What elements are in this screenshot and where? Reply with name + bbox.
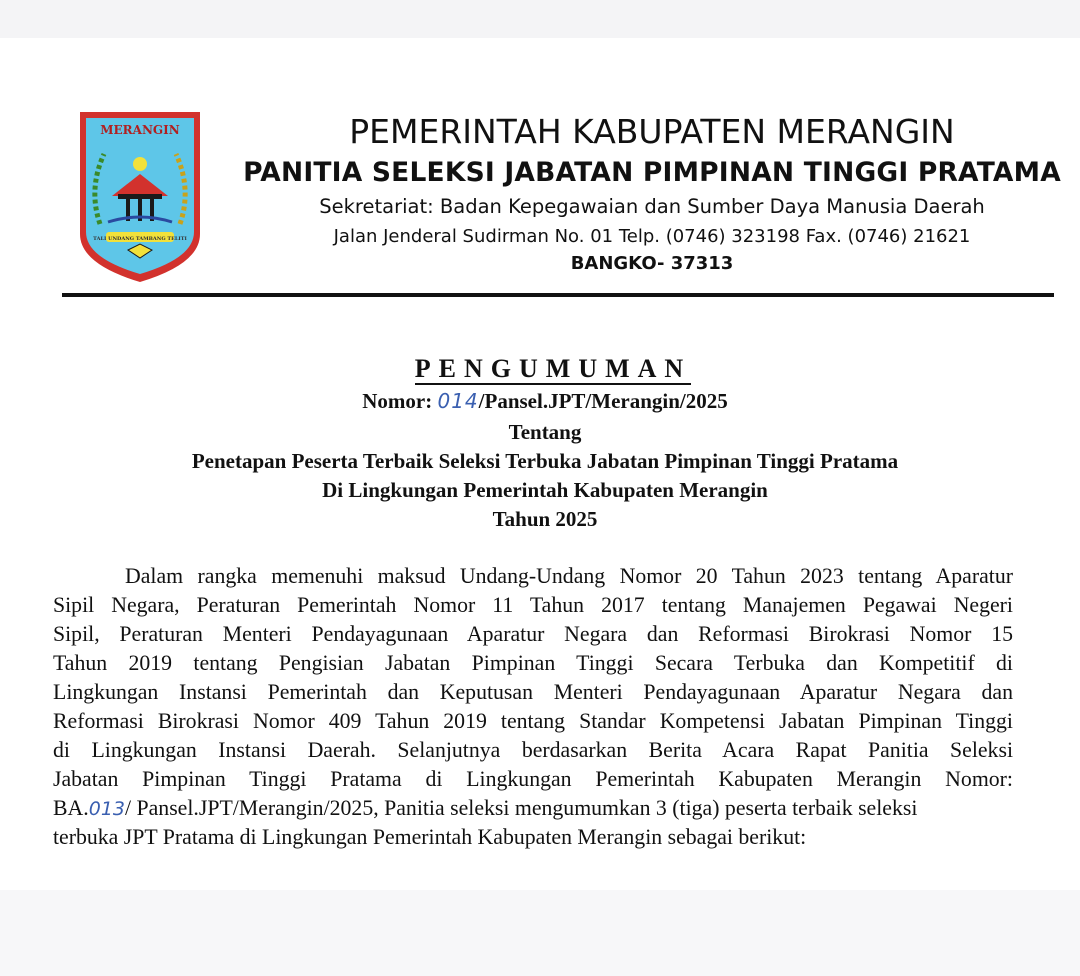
- announcement-title-text: PENGUMUMAN: [414, 354, 692, 383]
- announcement-subject-line-2: Di Lingkungan Pemerintah Kabupaten Merangin: [322, 478, 768, 502]
- body-line: Lingkungan Instansi Pemerintah dan Keputusan Menteri Pendayagunaan Aparatur Negara dan: [53, 680, 1013, 704]
- letterhead-divider: [62, 293, 1054, 297]
- announcement-tentang: Tentang: [508, 420, 582, 444]
- announcement-subject-line-3: Tahun 2025: [492, 507, 598, 531]
- ba-handwritten-number: 013: [88, 798, 125, 820]
- merangin-logo: [70, 104, 210, 284]
- announcement-number: [60, 389, 1030, 414]
- number-suffix: /Pansel.JPT/Merangin/2025: [478, 389, 728, 413]
- letterhead-panel: PANITIA SELEKSI JABATAN PIMPINAN TINGGI PRATAMA: [243, 157, 1061, 188]
- announcement-subject-line-1: Penetapan Peserta Terbaik Seleksi Terbuka Jabatan Pimpinan Tinggi Pratama: [191, 449, 899, 473]
- body-line: Reformasi Birokrasi Nomor 409 Tahun 2019 tentang Standar Kompetensi Jabatan Pimpinan Tinggi: [53, 709, 1013, 733]
- body-line: Sipil Negara, Peraturan Pemerintah Nomor 11 Tahun 2017 tentang Manajemen Pegawai Negeri: [53, 593, 1013, 617]
- ba-rest: / Pansel.JPT/Merangin/2025, Panitia seleksi mengumumkan 3 (tiga) peserta terbaik seleksi: [125, 796, 918, 820]
- body-line: di Lingkungan Instansi Daerah. Selanjutnya berdasarkan Berita Acara Rapat Panitia Seleksi: [53, 738, 1013, 762]
- logo-name: MERANGIN: [100, 123, 180, 137]
- body-line: Sipil, Peraturan Menteri Pendayagunaan Aparatur Negara dan Reformasi Birokrasi Nomor 15: [53, 622, 1013, 646]
- letterhead-city: BANGKO- 37313: [570, 253, 734, 274]
- letterhead-secretariat: Sekretariat: Badan Kepegawaian dan Sumber Daya Manusia Daerah: [319, 195, 985, 218]
- body-line-ba: [53, 794, 1013, 822]
- body-line-last: terbuka JPT Pratama di Lingkungan Pemerintah Kabupaten Merangin sebagai berikut:: [53, 825, 807, 849]
- bottom-bar: [0, 890, 1080, 976]
- body-line: Dalam rangka memenuhi maksud Undang-Undang Nomor 20 Tahun 2023 tentang Aparatur: [125, 564, 1013, 588]
- logo-motto: TALI UNDANG TAMBANG TELITI: [93, 236, 187, 242]
- top-bar: [0, 0, 1080, 38]
- number-handwritten: 014: [437, 389, 479, 413]
- announcement-title: [60, 354, 1038, 384]
- letterhead-government: PEMERINTAH KABUPATEN MERANGIN: [349, 112, 955, 151]
- number-prefix: Nomor:: [362, 389, 438, 413]
- ba-prefix: BA.: [53, 796, 89, 820]
- letterhead-address: Jalan Jenderal Sudirman No. 01 Telp. (0746) 323198 Fax. (0746) 21621: [333, 226, 971, 247]
- body-line: Tahun 2019 tentang Pengisian Jabatan Pimpinan Tinggi Secara Terbuka dan Kompetitif di: [53, 651, 1013, 675]
- body-line: Jabatan Pimpinan Tinggi Pratama di Lingkungan Pemerintah Kabupaten Merangin Nomor:: [53, 767, 1013, 791]
